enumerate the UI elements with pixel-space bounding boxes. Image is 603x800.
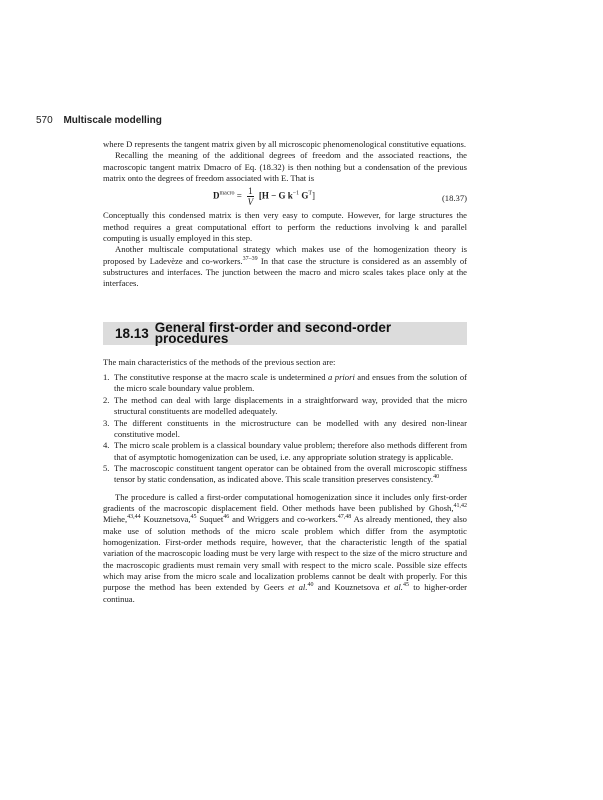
list-text: The method can deal with large displacements in a straightforward way, provided that the micro structural constituents are modelled adequately. (114, 394, 467, 417)
characteristics-list (103, 372, 467, 485)
running-header (36, 115, 162, 126)
list-item (103, 463, 467, 486)
citation-ref: 46 (223, 514, 230, 521)
eq-rhs-sup: −1 (292, 190, 300, 197)
page-number: 570 (36, 115, 53, 126)
eq-frac-num: 1 (248, 186, 253, 197)
citation-ref: 40 (307, 582, 314, 589)
list-number: 5. (103, 462, 110, 473)
citation-ref: 43,44 (127, 514, 141, 521)
list-item (103, 372, 467, 395)
eq-rhs: [H − G k (258, 190, 293, 201)
list-item (103, 418, 467, 441)
paragraph-text: The procedure is called a first-order computational homogenization since it includes only first-order gradients of the macroscopic displacement field. Other methods have been published by Ghosh, (103, 491, 467, 513)
paragraph-text: In that case the structure is considered as an assembly of substructures and interfaces. The junction between the macro and micro scales takes place only at the interfaces. (103, 255, 467, 289)
eq-lhs-sup: macro (219, 190, 235, 197)
paragraph: Recalling the meaning of the additional degrees of freedom and the associated reactions, the macroscopic tangent matrix Dmacro of Eq. (18.32) is then nothing but a condensation of the previous matrix onto the degrees of freedom associated with E. That is (103, 150, 467, 184)
list-number: 1. (103, 372, 110, 383)
eq-rhs-tail-sup: T (308, 190, 313, 197)
paragraph-text: Another multiscale computational strategy which makes use of the homogenization theory is proposed by Ladevèze and co-workers. (103, 244, 467, 266)
paragraph: Conceptually this condensed matrix is then very easy to compute. However, for large structures the method requires a great computational effort to perform the reductions involving k and parallel computing is usually employed in this step. (103, 210, 467, 244)
list-text: The constitutive response at the macro scale is undetermined (114, 372, 329, 383)
paragraph-text: and Kouznetsova (313, 582, 384, 593)
equation-18-37 (103, 184, 467, 210)
eq-rhs-close: ] (312, 190, 316, 201)
citation-ref: 45 (402, 582, 409, 589)
paragraph (103, 492, 467, 605)
list-number: 3. (103, 417, 110, 428)
citation-ref: 40 (433, 474, 440, 481)
running-title: Multiscale modelling (63, 115, 162, 126)
list-text: The different constituents in the microstructure can be modelled with any desired non-linear constitutive model. (114, 417, 467, 439)
list-item (103, 395, 467, 418)
citation-ref: 37–39 (242, 255, 258, 262)
eq-rhs-tail: G (301, 190, 309, 201)
list-text: The micro scale problem is a classical boundary value problem; therefore also methods different from that of asymptotic homogenization can be used, i.e. any appropriate solution strategy is applicable. (114, 440, 467, 462)
list-text: and ensues from the solution of the micro scale boundary value problem. (114, 372, 467, 394)
section-title: General first-order and second-order procedures (154, 319, 392, 347)
list-number: 4. (103, 440, 110, 451)
paragraph-text: to higher-order continua. (103, 582, 467, 604)
eq-fraction (247, 186, 254, 207)
list-text: The macroscopic constituent tangent operator can be obtained from the overall microscopic stiffness tensor by static condensation, as indicated above. This scale transition preserves consistency. (114, 462, 467, 485)
emphasis: et al. (383, 582, 403, 593)
paragraph-text: As already mentioned, they also make use of solution methods of the micro scale problem which differ from the asymptotic homogenization. First-order methods require, however, that the characteristic length of the spatial variation of the macroscopic loading must be very large with respect to the size of the micro structure and the macroscopic gradients must remain very small with respect to the micro scale. Possible size effects which may arise from the micro scale and localization problems cannot be dealt with properly. For this purpose the method has been extended by Geers (103, 514, 467, 593)
eq-equals: = (236, 190, 242, 201)
eq-frac-den: V (247, 197, 254, 208)
paragraph-text: and Wriggers and co-workers. (229, 514, 338, 525)
page-body (103, 139, 467, 605)
citation-ref: 45 (190, 514, 197, 521)
paragraph: where D represents the tangent matrix given by all microscopic phenomenological constitutive equations. (103, 139, 466, 149)
citation-ref: 41,42 (453, 502, 467, 509)
section-heading (103, 319, 467, 347)
list-item (103, 440, 467, 463)
equation-number: (18.37) (441, 193, 467, 204)
paragraph (103, 244, 467, 289)
citation-ref: 47,48 (337, 514, 352, 521)
paragraph-text: Suquet (196, 514, 224, 525)
paragraph-text: Miehe, (103, 514, 128, 525)
list-number: 2. (103, 394, 110, 405)
paragraph-text: Kouznetsova, (140, 514, 191, 525)
eq-lhs: D (213, 190, 220, 201)
emphasis: et al. (288, 582, 308, 593)
section-number: 18.13 (115, 325, 149, 341)
equation-body (213, 186, 315, 207)
list-emphasis: a priori (328, 372, 355, 383)
paragraph: The main characteristics of the methods of the previous section are: (103, 356, 336, 367)
